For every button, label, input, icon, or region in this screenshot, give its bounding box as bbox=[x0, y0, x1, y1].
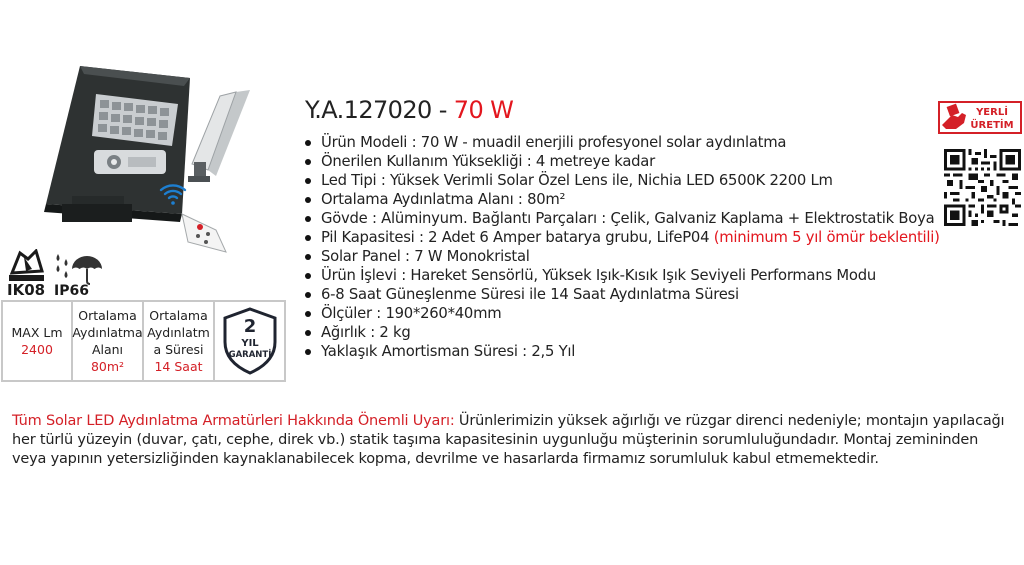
qr-code[interactable] bbox=[944, 149, 1021, 226]
feature-item: Ürün Modeli : 70 W - muadil enerjili profesyonel solar aydınlatma bbox=[303, 133, 940, 152]
feature-item: Solar Panel : 7 W Monokristal bbox=[303, 247, 940, 266]
feature-item: Ürün İşlevi : Hareket Sensörlü, Yüksek Işık-Kısık Işık Seviyeli Performans Modu bbox=[303, 266, 940, 285]
yerli-uretim-badge bbox=[938, 101, 1022, 134]
feature-item: Ortalama Aydınlatma Alanı : 80m² bbox=[303, 190, 940, 209]
warranty-number: 2 bbox=[243, 316, 256, 337]
warranty-label: GARANTİ bbox=[228, 350, 271, 360]
ik-label: IK08 bbox=[7, 281, 46, 297]
spec-lumen-label: MAX Lm bbox=[11, 325, 63, 340]
warranty-shield-icon bbox=[220, 306, 280, 376]
feature-item: Led Tipi : Yüksek Verimli Solar Özel Lens ile, Nichia LED 6500K 2200 Lm bbox=[303, 171, 940, 190]
spec-duration-label-2: Aydınlatm bbox=[147, 325, 210, 340]
feature-list bbox=[303, 133, 940, 361]
spec-duration bbox=[144, 302, 215, 380]
ip-label: IP66 bbox=[54, 283, 89, 297]
spec-area bbox=[73, 302, 144, 380]
feature-item: Ölçüler : 190*260*40mm bbox=[303, 304, 940, 323]
product-title bbox=[305, 96, 513, 124]
product-code: Y.A.127020 - bbox=[305, 96, 447, 124]
product-image bbox=[38, 64, 288, 254]
remote-control bbox=[182, 214, 226, 252]
notice-title: Tüm Solar LED Aydınlatma Armatürleri Hakkında Önemli Uyarı: bbox=[12, 413, 455, 429]
feature-highlight: (minimum 5 yıl ömür beklentili) bbox=[713, 229, 940, 246]
feature-item: Gövde : Alüminyum. Bağlantı Parçaları : Çelik, Galvaniz Kaplama + Elektrostatik Boya bbox=[303, 209, 940, 228]
yerli-line1: YERLİ bbox=[976, 107, 1008, 118]
feature-item: Önerilen Kullanım Yüksekliği : 4 metreye kadar bbox=[303, 152, 940, 171]
ip-rating-icon bbox=[54, 254, 102, 297]
feature-item: Yaklaşık Amortisman Süresi : 2,5 Yıl bbox=[303, 342, 940, 361]
notice-body: Ürünlerimizin yüksek ağırlığı ve rüzgar direnci nedeniyle; montajın yapılacağı her türlü yüzeyin (duvar, çatı, cephe, direk vb.) statik taşıma kapasitesinin uygunluğu müşterinin sorumluluğundadır. Montaj zemininden veya yapının yetersizliğinden kaynaklanabilecek kopma, devrilme ve hasarlarda firmamız sorumluluk kabul etmemektedir. bbox=[12, 413, 1005, 467]
spec-duration-value: 14 Saat bbox=[154, 359, 203, 374]
spec-area-label-3: Alanı bbox=[91, 342, 124, 357]
spec-area-value: 80m² bbox=[90, 359, 125, 374]
spec-duration-label-3: a Süresi bbox=[153, 342, 204, 357]
yerli-line2: ÜRETİM bbox=[970, 120, 1014, 131]
product-power: 70 W bbox=[453, 96, 514, 124]
feature-item: 6-8 Saat Güneşlenme Süresi ile 14 Saat Aydınlatma Süresi bbox=[303, 285, 940, 304]
ik-rating-icon bbox=[6, 249, 47, 297]
fixture-side-view bbox=[188, 90, 250, 182]
spec-warranty bbox=[215, 302, 284, 380]
feature-item: Pil Kapasitesi : 2 Adet 6 Amper batarya grubu, LifeP04 (minimum 5 yıl ömür beklentili) bbox=[303, 228, 940, 247]
protection-badges bbox=[6, 249, 116, 297]
spec-table bbox=[1, 300, 286, 382]
spec-lumen-value: 2400 bbox=[21, 342, 53, 357]
warning-notice bbox=[12, 412, 1014, 469]
warranty-unit: YIL bbox=[240, 338, 259, 349]
feature-item: Ağırlık : 2 kg bbox=[303, 323, 940, 342]
spec-area-label-2: Aydınlatma bbox=[72, 325, 143, 340]
spec-lumen bbox=[3, 302, 73, 380]
spec-duration-label-1: Ortalama bbox=[149, 308, 208, 323]
spec-area-label-1: Ortalama bbox=[78, 308, 137, 323]
